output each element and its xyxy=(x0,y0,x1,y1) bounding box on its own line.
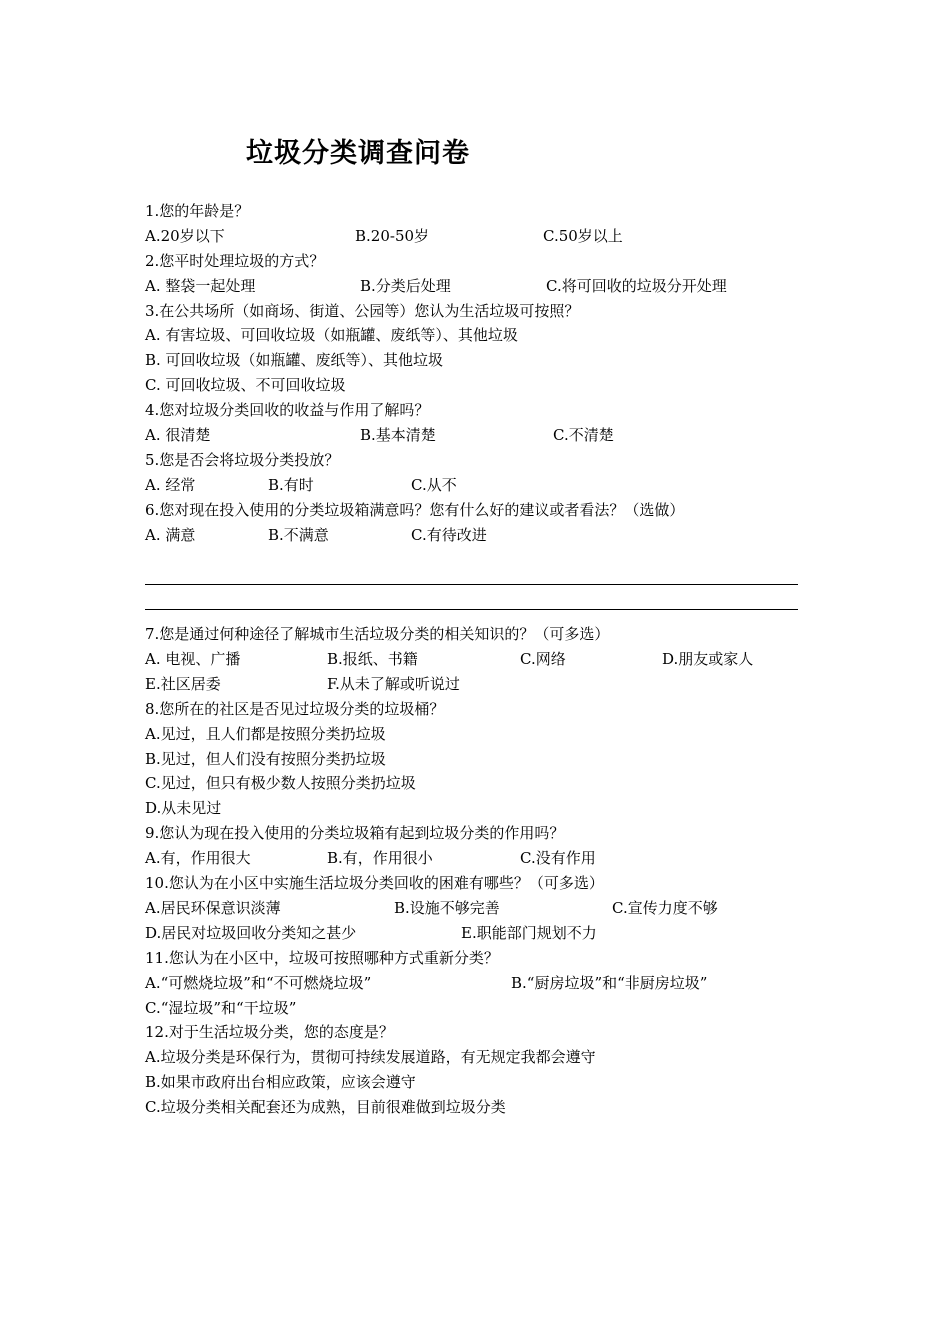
answer-line-1 xyxy=(145,572,815,597)
question-1: 1.您的年龄是？ xyxy=(145,202,250,220)
question-2: 2.您平时处理垃圾的方式？ xyxy=(145,251,325,270)
option-3b: B. 可回收垃圾（如瓶罐、废纸等）、其他垃圾 xyxy=(145,351,444,370)
question-10: 10.您认为在小区中实施生活垃圾分类回收的困难有哪些？（可多选） xyxy=(145,874,604,893)
option-12b: B.如果市政府出台相应政策，应该会遵守 xyxy=(145,1073,416,1092)
option-10d: D.居民对垃圾回收分类知之甚少 xyxy=(145,923,357,942)
option-7e: E.社区居委 xyxy=(145,674,221,693)
question-6: 6.您对现在投入使用的分类垃圾箱满意吗？您有什么好的建议或者看法？（选做） xyxy=(145,500,685,519)
option-6c: C.有待改进 xyxy=(411,525,487,544)
question-5: 5.您是否会将垃圾分类投放？ xyxy=(145,450,340,469)
question-5-options xyxy=(145,473,815,498)
question-1-options xyxy=(145,224,815,249)
question-4: 4.您对垃圾分类回收的收益与作用了解吗？ xyxy=(145,401,430,420)
option-1c: C.50岁以上 xyxy=(543,226,623,245)
option-8b: B.见过，但人们没有按照分类扔垃圾 xyxy=(145,749,386,768)
question-7: 7.您是通过何种途径了解城市生活垃圾分类的相关知识的？（可多选） xyxy=(145,625,610,644)
blank-line xyxy=(145,547,815,572)
option-9a: A.有，作用很大 xyxy=(145,849,251,868)
question-6-options xyxy=(145,523,815,548)
option-5c: C.从不 xyxy=(411,475,457,494)
option-7a: A. 电视、广播 xyxy=(145,650,241,669)
option-9b: B.有，作用很小 xyxy=(327,849,433,868)
option-4b: B.基本清楚 xyxy=(360,426,436,445)
option-12a: A.垃圾分类是环保行为，贯彻可持续发展道路，有无规定我都会遵守 xyxy=(145,1048,596,1067)
option-2a: A. 整袋一起处理 xyxy=(145,276,256,295)
option-2c: C.将可回收的垃圾分开处理 xyxy=(546,276,727,295)
question-10-options-row2 xyxy=(145,921,815,946)
option-6a: A. 满意 xyxy=(145,525,196,544)
question-8: 8.您所在的社区是否见过垃圾分类的垃圾桶？ xyxy=(145,699,445,718)
option-8d: D.从未见过 xyxy=(145,799,222,818)
option-3a: A. 有害垃圾、可回收垃圾（如瓶罐、废纸等）、其他垃圾 xyxy=(145,326,518,345)
option-7f: F.从未了解或听说过 xyxy=(327,674,460,693)
question-11-options xyxy=(145,971,815,996)
answer-line-2 xyxy=(145,597,815,622)
option-1b: B.20-50岁 xyxy=(355,226,430,245)
question-list xyxy=(145,199,815,1120)
option-4a: A. 很清楚 xyxy=(145,426,211,445)
option-10c: C.宣传力度不够 xyxy=(612,898,718,917)
question-2-options xyxy=(145,274,815,299)
question-4-options xyxy=(145,423,815,448)
question-10-options-row1 xyxy=(145,896,815,921)
question-7-options-row2 xyxy=(145,672,815,697)
option-11b: B.“厨房垃圾”和“非厨房垃圾” xyxy=(511,973,708,992)
option-7d: D.朋友或家人 xyxy=(662,650,754,669)
option-10a: A.居民环保意识淡薄 xyxy=(145,898,281,917)
option-12c: C.垃圾分类相关配套还为成熟，目前很难做到垃圾分类 xyxy=(145,1098,506,1117)
option-10b: B.设施不够完善 xyxy=(394,898,500,917)
question-12: 12.对于生活垃圾分类，您的态度是？ xyxy=(145,1023,394,1042)
option-7b: B.报纸、书籍 xyxy=(327,650,418,669)
option-5a: A. 经常 xyxy=(145,475,196,494)
option-11a: A.“可燃烧垃圾”和“不可燃烧垃圾” xyxy=(145,973,372,992)
option-1a: A.20岁以下 xyxy=(145,226,225,245)
question-9: 9.您认为现在投入使用的分类垃圾箱有起到垃圾分类的作用吗？ xyxy=(145,824,565,843)
option-6b: B.不满意 xyxy=(268,525,329,544)
option-8c: C.见过，但只有极少数人按照分类扔垃圾 xyxy=(145,774,416,793)
option-3c: C. 可回收垃圾、不可回收垃圾 xyxy=(145,376,346,395)
question-3: 3.在公共场所（如商场、街道、公园等）您认为生活垃圾可按照？ xyxy=(145,301,580,320)
option-5b: B.有时 xyxy=(268,475,314,494)
option-7c: C.网络 xyxy=(520,650,566,669)
option-9c: C.没有作用 xyxy=(520,849,596,868)
question-9-options xyxy=(145,846,815,871)
option-4c: C.不清楚 xyxy=(553,426,614,445)
option-8a: A.见过，且人们都是按照分类扔垃圾 xyxy=(145,724,386,743)
question-11: 11.您认为在小区中，垃圾可按照哪种方式重新分类？ xyxy=(145,948,499,967)
option-10e: E.职能部门规划不力 xyxy=(461,923,597,942)
option-11c: C.“湿垃圾”和“干垃圾” xyxy=(145,998,297,1017)
page-title: 垃圾分类调查问卷 xyxy=(246,138,470,169)
question-7-options-row1 xyxy=(145,647,815,672)
option-2b: B.分类后处理 xyxy=(360,276,451,295)
